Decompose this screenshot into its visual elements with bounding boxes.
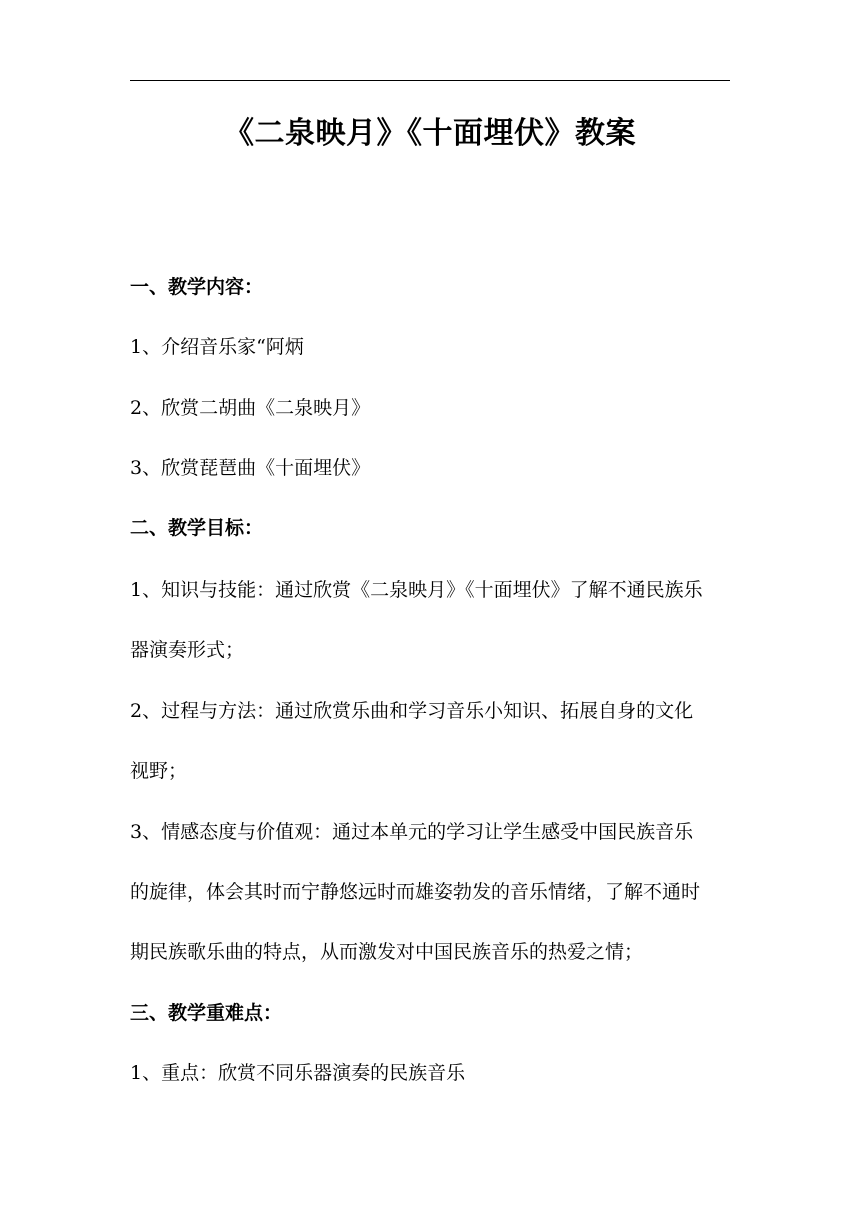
content-item-3: 3、欣赏琵琶曲《十面埋伏》 (130, 457, 371, 479)
goal-item-3-line-1: 3、情感态度与价值观：通过本单元的学习让学生感受中国民族音乐 (130, 821, 694, 843)
content-item-2: 2、欣赏二胡曲《二泉映月》 (130, 397, 371, 419)
header-rule (130, 80, 730, 81)
goal-item-2-line-1: 2、过程与方法：通过欣赏乐曲和学习音乐小知识、拓展自身的文化 (130, 700, 694, 722)
goal-item-1-line-2: 器演奏形式； (130, 639, 245, 661)
goal-item-1-line-1: 1、知识与技能：通过欣赏《二泉映月》《十面埋伏》了解不通民族乐 (130, 579, 703, 601)
goal-item-3-line-3: 期民族歌乐曲的特点，从而激发对中国民族音乐的热爱之情； (130, 941, 644, 963)
section-heading-content: 一、教学内容： (130, 276, 264, 298)
document-title: 《二泉映月》《十面埋伏》教案 (224, 116, 636, 151)
section-heading-goals: 二、教学目标： (130, 517, 264, 539)
key-point-item-1: 1、重点：欣赏不同乐器演奏的民族音乐 (130, 1062, 466, 1084)
goal-item-2-line-2: 视野； (130, 760, 188, 782)
goal-item-3-line-2: 的旋律，体会其时而宁静悠远时而雄姿勃发的音乐情绪，了解不通时 (130, 881, 701, 903)
content-item-1: 1、介绍音乐家“阿炳 (130, 336, 304, 358)
section-heading-key-points: 三、教学重难点： (130, 1002, 283, 1024)
